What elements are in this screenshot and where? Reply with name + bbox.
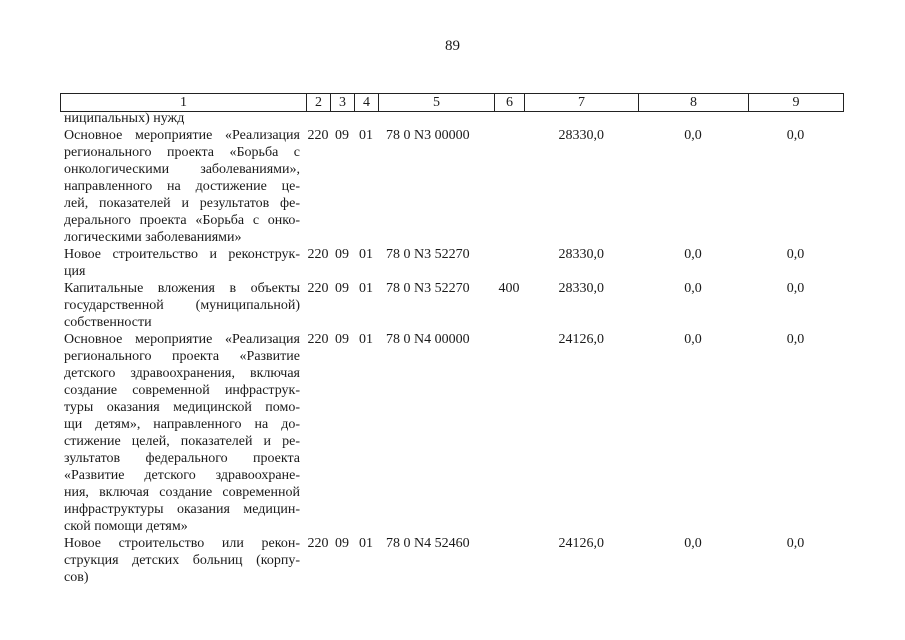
table-row — [60, 535, 843, 586]
cell-subsection: 01 — [359, 247, 373, 262]
cell-amount-col7: 24126,0 — [558, 536, 604, 551]
cell-subsection — [354, 110, 378, 127]
row-name-line: направленного на достижение це- — [64, 179, 300, 194]
cell-expense-type — [494, 127, 524, 246]
row-name-line: государственной (муниципальной) — [64, 298, 300, 313]
row-name-line: ниципальных) нужд — [64, 111, 185, 126]
cell-target-article — [378, 110, 494, 127]
column-header-7: 7 — [525, 94, 639, 112]
row-name-line: ской помощи детям» — [64, 519, 188, 534]
row-name-line: собственности — [64, 315, 152, 330]
column-header-6: 6 — [495, 94, 525, 112]
cell-target-article: 78 0 N4 00000 — [386, 332, 470, 347]
cell-amount-col9: 0,0 — [786, 536, 805, 551]
row-name-line: Капитальные вложения в объекты — [64, 281, 300, 296]
cell-amount-col8 — [638, 110, 748, 127]
page-number: 89 — [445, 38, 460, 54]
cell-amount-col8: 0,0 — [684, 128, 702, 143]
cell-amount-col8: 0,0 — [684, 332, 702, 347]
cell-expense-type — [494, 535, 524, 586]
row-name-line: струкция детских больниц (корпу- — [64, 553, 300, 568]
cell-target-article: 78 0 N4 52460 — [386, 536, 470, 551]
column-header-8: 8 — [639, 94, 749, 112]
cell-amount-col7 — [524, 110, 638, 127]
cell-amount-col8: 0,0 — [684, 247, 702, 262]
column-header-1: 1 — [61, 94, 307, 112]
column-header-3: 3 — [331, 94, 355, 112]
cell-amount-col7: 24126,0 — [558, 332, 604, 347]
cell-expense-type: 400 — [498, 281, 520, 296]
row-name-line: регионального проекта «Развитие — [64, 349, 300, 364]
cell-section — [330, 110, 354, 127]
row-name-line: ция — [64, 264, 86, 279]
row-name-line: онкологическими заболеваниями», — [64, 162, 300, 177]
row-name-line: логическими заболеваниями» — [64, 230, 242, 245]
cell-expense-type — [494, 110, 524, 127]
row-name — [60, 246, 306, 280]
cell-chapter — [306, 110, 330, 127]
cell-amount-col9: 0,0 — [786, 281, 805, 296]
row-name-line: сов) — [64, 570, 89, 585]
cell-subsection: 01 — [359, 332, 373, 347]
cell-amount-col7: 28330,0 — [558, 281, 604, 296]
row-name-line: инфраструктуры оказания медицин- — [64, 502, 300, 517]
cell-chapter: 220 — [307, 247, 329, 262]
cell-chapter: 220 — [307, 332, 329, 347]
row-name-line: зультатов федерального проекта — [64, 451, 300, 466]
column-header-5: 5 — [379, 94, 495, 112]
row-name-line: ния, включая создание современной — [64, 485, 300, 500]
cell-amount-col9: 0,0 — [786, 247, 805, 262]
row-name — [60, 110, 306, 127]
cell-amount-col9: 0,0 — [786, 332, 805, 347]
table-row — [60, 280, 843, 331]
budget-table-body — [60, 110, 843, 586]
cell-section: 09 — [335, 536, 349, 551]
cell-target-article: 78 0 N3 52270 — [386, 247, 470, 262]
cell-subsection: 01 — [359, 536, 373, 551]
row-name-line: регионального проекта «Борьба с — [64, 145, 300, 160]
row-name-line: детского здравоохранения, включая — [64, 366, 300, 381]
column-header-2: 2 — [307, 94, 331, 112]
row-name-line: туры оказания медицинской помо- — [64, 400, 300, 415]
row-name-line: создание современной инфраструк- — [64, 383, 300, 398]
cell-amount-col9 — [748, 110, 843, 127]
cell-target-article: 78 0 N3 52270 — [386, 281, 470, 296]
row-name — [60, 280, 306, 331]
cell-amount-col9: 0,0 — [786, 128, 805, 143]
cell-section: 09 — [335, 332, 349, 347]
cell-subsection: 01 — [359, 128, 373, 143]
row-name — [60, 535, 306, 586]
row-name-line: Новое строительство или рекон- — [64, 536, 300, 551]
cell-expense-type — [494, 331, 524, 535]
row-name-line: Основное мероприятие «Реализация — [64, 332, 300, 347]
cell-chapter: 220 — [307, 281, 329, 296]
cell-section: 09 — [335, 281, 349, 296]
row-name-line: Новое строительство и реконструк- — [64, 247, 300, 262]
cell-section: 09 — [335, 128, 349, 143]
cell-amount-col7: 28330,0 — [558, 247, 604, 262]
row-name-line: щи детям», направленного на до- — [64, 417, 300, 432]
table-row — [60, 110, 843, 127]
column-header-4: 4 — [355, 94, 379, 112]
row-name — [60, 331, 306, 535]
row-name-line: стижение целей, показателей и ре- — [64, 434, 300, 449]
row-name-line: Основное мероприятие «Реализация — [64, 128, 300, 143]
row-name — [60, 127, 306, 246]
cell-chapter: 220 — [307, 536, 329, 551]
cell-amount-col8: 0,0 — [684, 281, 702, 296]
column-header-row — [61, 94, 844, 112]
table-row — [60, 127, 843, 246]
cell-target-article: 78 0 N3 00000 — [386, 128, 470, 143]
cell-section: 09 — [335, 247, 349, 262]
cell-chapter: 220 — [307, 128, 329, 143]
table-row — [60, 331, 843, 535]
cell-subsection: 01 — [359, 281, 373, 296]
table-row — [60, 246, 843, 280]
column-header-9: 9 — [749, 94, 844, 112]
cell-amount-col7: 28330,0 — [558, 128, 604, 143]
row-name-line: «Развитие детского здравоохране- — [64, 468, 300, 483]
cell-expense-type — [494, 246, 524, 280]
cell-amount-col8: 0,0 — [684, 536, 702, 551]
row-name-line: дерального проекта «Борьба с онко- — [64, 213, 300, 228]
row-name-line: лей, показателей и результатов фе- — [64, 196, 300, 211]
